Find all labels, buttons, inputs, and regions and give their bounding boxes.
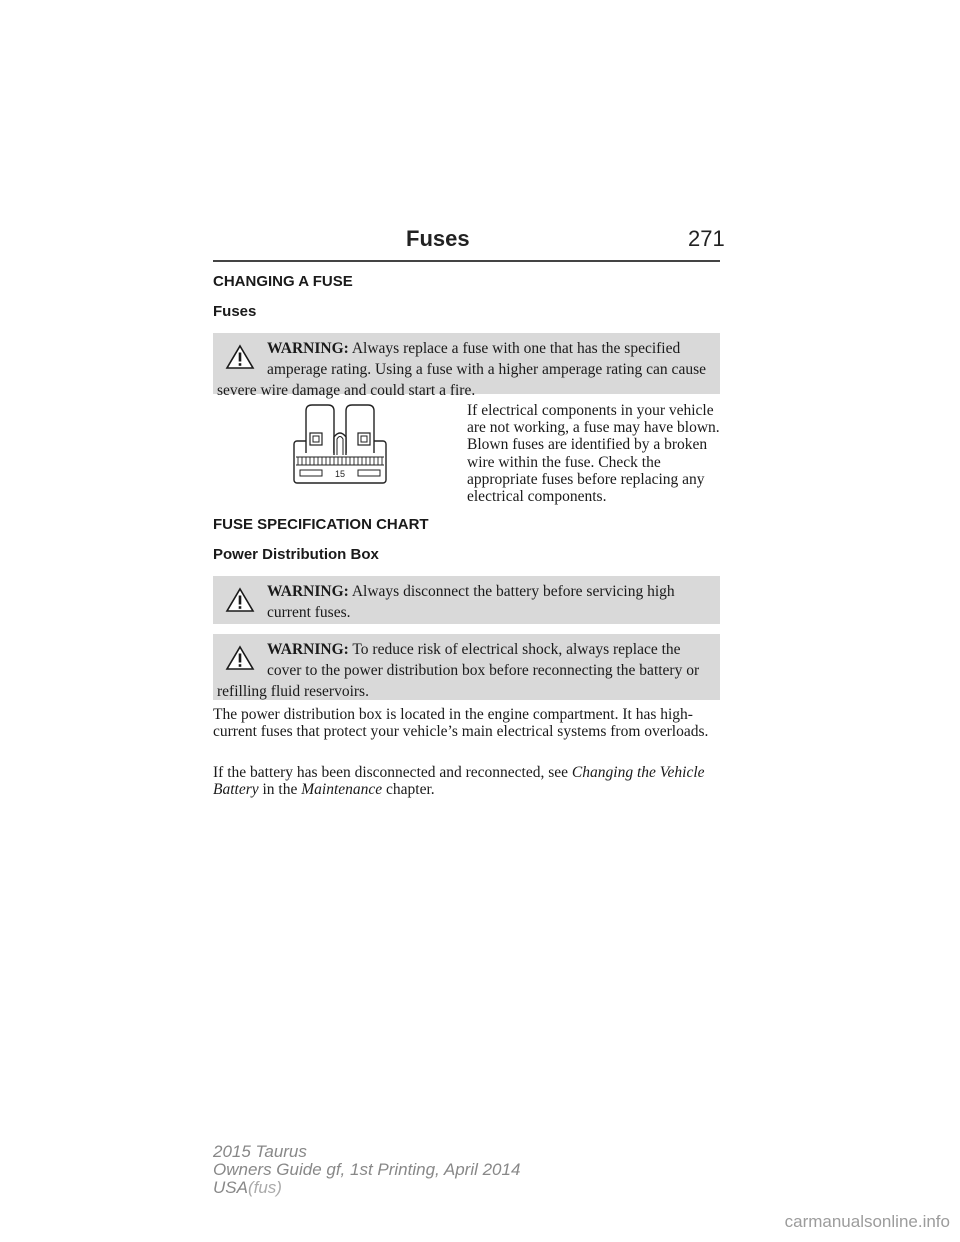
section-heading-changing-a-fuse: CHANGING A FUSE (213, 273, 353, 290)
page-number: 271 (688, 226, 725, 251)
warning-label: WARNING: (267, 583, 349, 600)
cross-reference-maintenance[interactable]: Maintenance (301, 781, 383, 799)
subheading-power-distribution-box: Power Distribution Box (213, 546, 379, 563)
warning-box-amperage (213, 333, 720, 399)
footer-edition: Owners Guide gf, 1st Printing, April 2014 (213, 1160, 521, 1179)
footer-market: USA(fus) (213, 1178, 282, 1197)
subheading-fuses: Fuses (213, 303, 257, 320)
fuse-amperage-label: 15 (334, 469, 346, 479)
warning-text: Always replace a fuse with one that has the specified amperage rating. Using a fuse with a higher amperage rating can cause severe wire damage and could start a fire. (217, 340, 706, 399)
section-heading-fuse-spec-chart: FUSE SPECIFICATION CHART (213, 516, 429, 533)
warning-box-electrical-shock (213, 634, 720, 700)
footer-model: 2015 Taurus (213, 1142, 307, 1161)
paragraph-text: If the battery has been disconnected and reconnected, see (213, 764, 572, 781)
footer-market-suffix: (fus) (247, 1178, 282, 1197)
warning-label: WARNING: (267, 340, 349, 357)
document-footer (213, 1143, 520, 1197)
paragraph-text: in the (258, 781, 302, 799)
fuse-illustration (292, 403, 388, 485)
warning-text: To reduce risk of electrical shock, always replace the cover to the power distribution box before reconnecting the battery or refilling fluid reservoirs. (217, 641, 700, 700)
battery-reconnect-paragraph (213, 764, 725, 798)
blown-fuse-description: If electrical components in your vehicle are not working, a fuse may have blown. Blown fuses are identified by a broken wire within the fuse. Check the appropriate fuses before replacing any electrical components. (467, 402, 720, 506)
warning-triangle-icon (225, 344, 255, 370)
power-distribution-paragraph: The power distribution box is located in the engine compartment. It has high-current fuses that protect your vehicle’s main electrical systems from overloads. (213, 706, 709, 741)
watermark: carmanualsonline.info (784, 1212, 950, 1231)
warning-triangle-icon (225, 587, 255, 613)
header-rule (213, 260, 720, 262)
warning-box-disconnect-battery (213, 576, 720, 624)
cross-reference-changing-battery[interactable]: Changing the Vehicle Battery (213, 764, 705, 799)
warning-triangle-icon (225, 645, 255, 671)
paragraph-text: chapter. (382, 781, 435, 799)
page-title: Fuses (406, 226, 470, 251)
warning-text: Always disconnect the battery before servicing high current fuses. (267, 583, 675, 621)
warning-label: WARNING: (267, 641, 349, 658)
